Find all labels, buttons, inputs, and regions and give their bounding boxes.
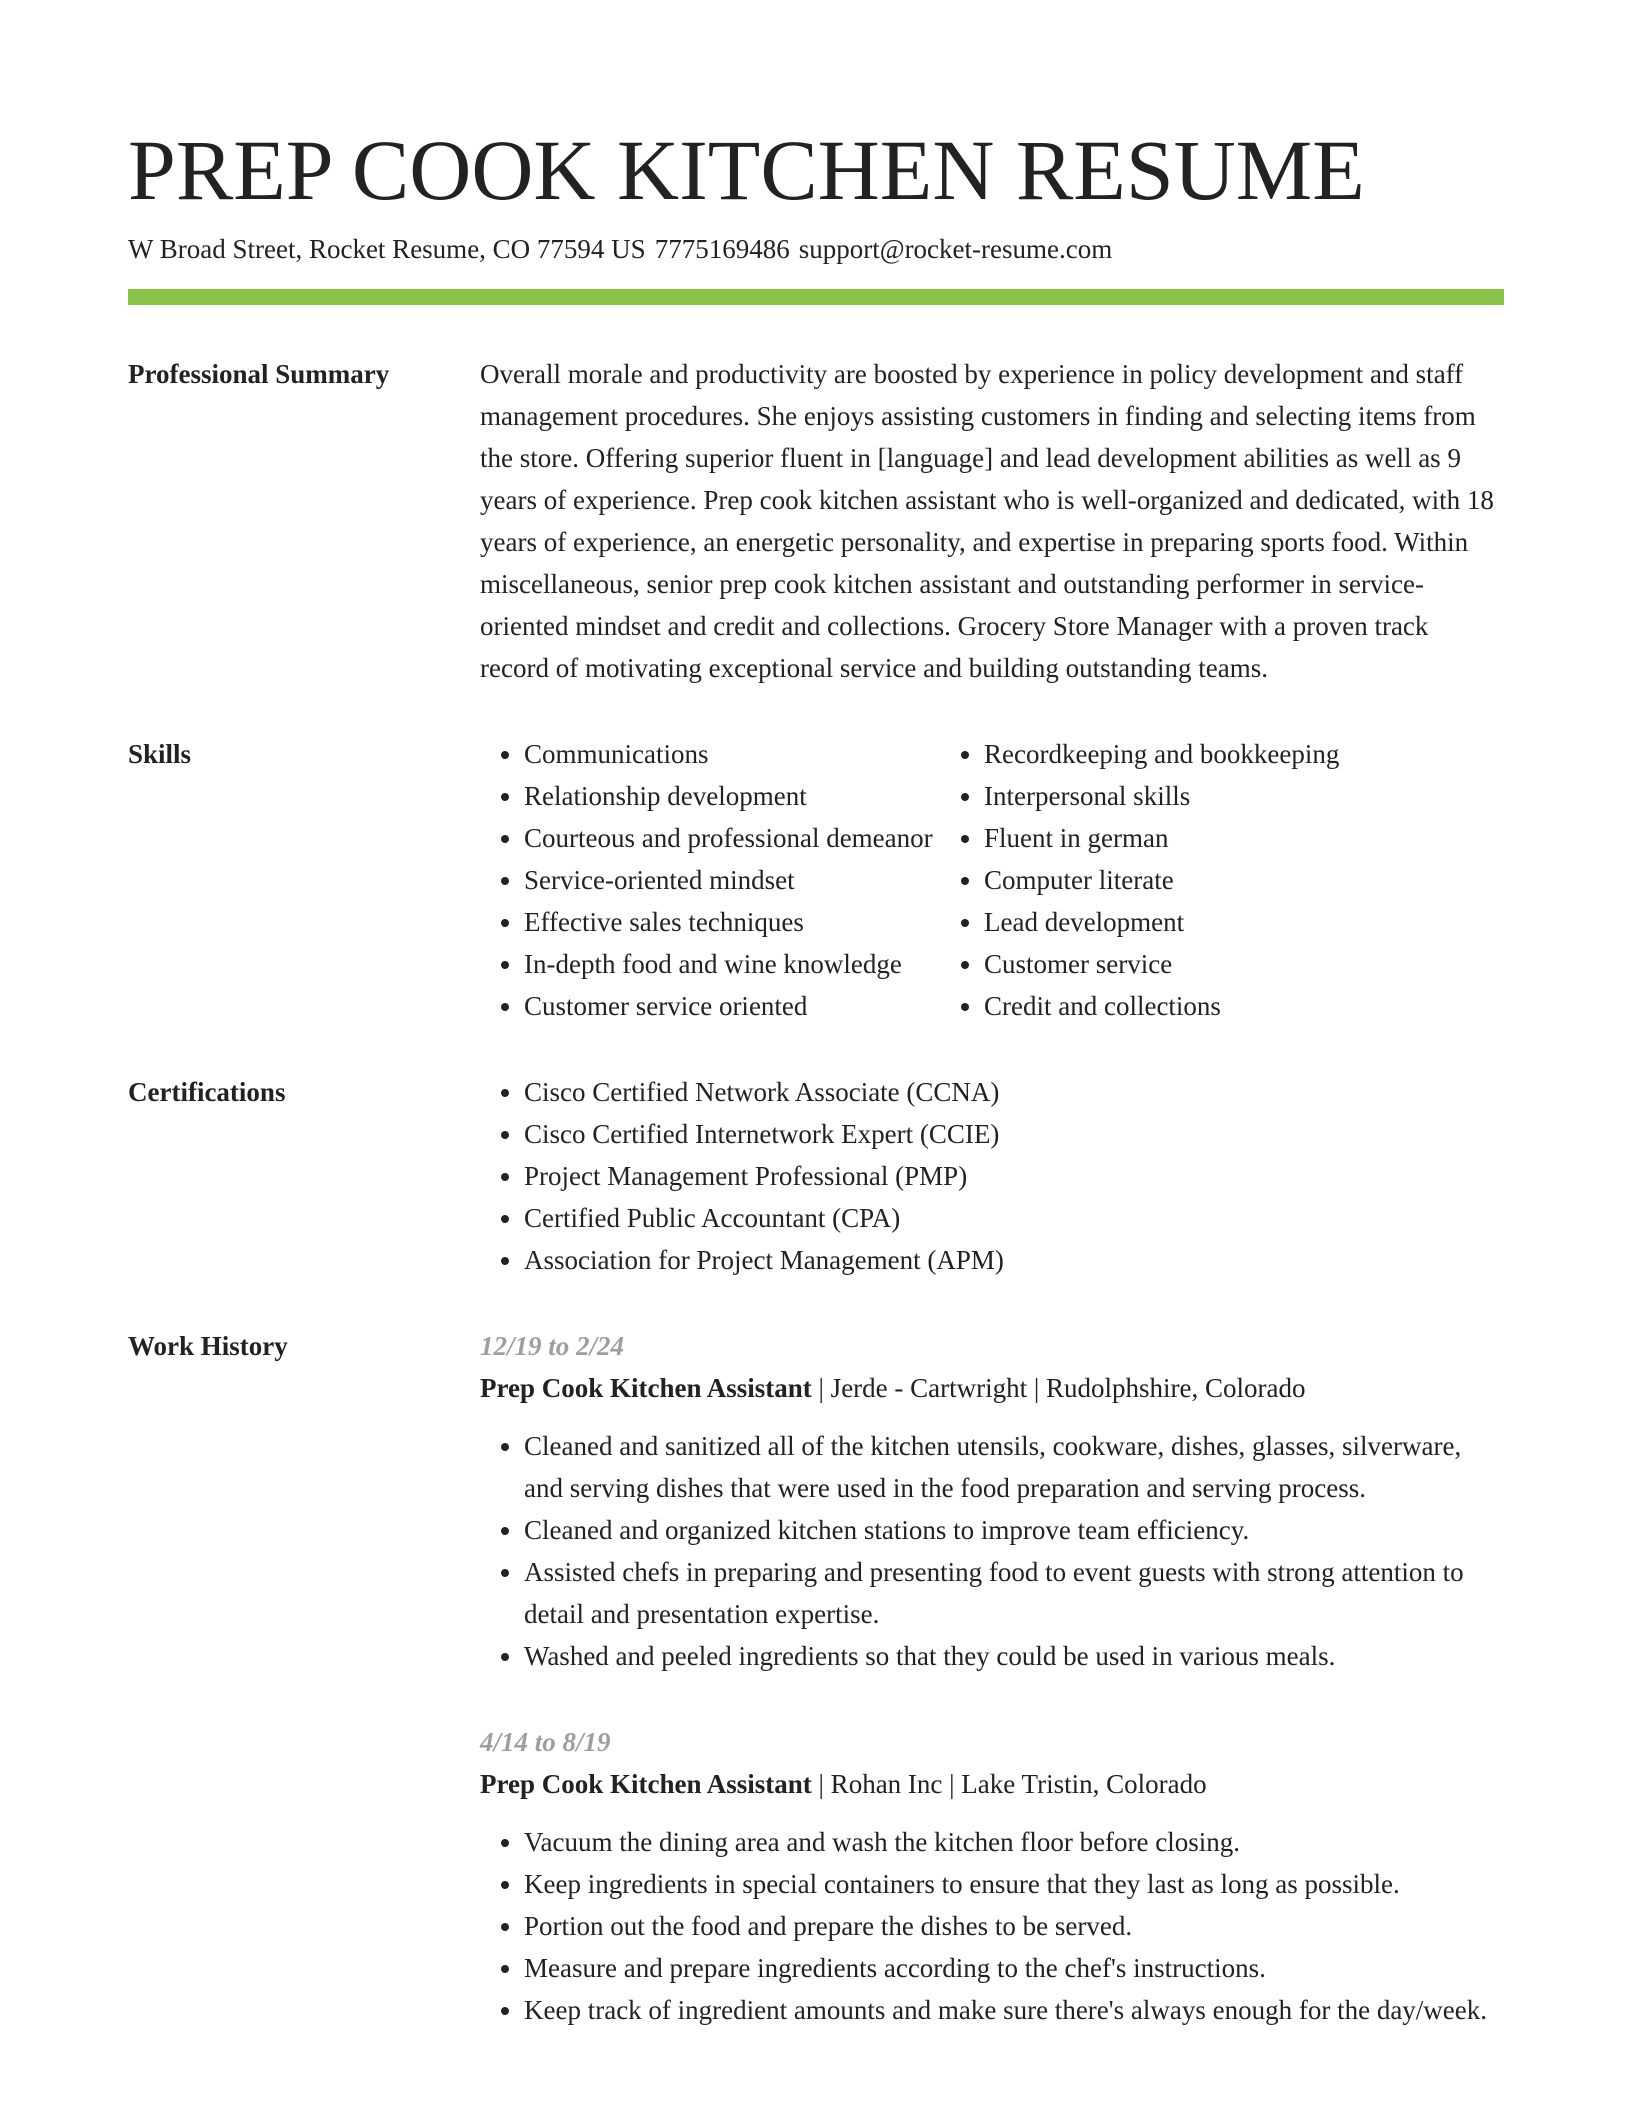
contact-address: W Broad Street, Rocket Resume, CO 77594 US: [128, 234, 646, 264]
skill-item: • Communications: [524, 733, 940, 775]
summary-text: Overall morale and productivity are boosted by experience in policy development and staff management procedures. She enjoys assisting customers in finding and selecting items from the store. Offering superior fluent in [language] and lead development abilities as well as 9 years of experience. Prep cook kitchen assistant who is well-organized and dedicated, with 18 years of experience, an energetic personality, and expertise in preparing sports food. Within miscellaneous, senior prep cook kitchen assistant and outstanding performer in service-oriented mindset and credit and collections. Grocery Store Manager with a proven track record of motivating exceptional service and building outstanding teams.: [480, 359, 1494, 683]
job-title: Prep Cook Kitchen Assistant: [480, 1373, 812, 1403]
job-bullets: [480, 1425, 1504, 1677]
work-history-section: [128, 1325, 1504, 2031]
skill-item: • Interpersonal skills: [984, 775, 1339, 817]
skills-section: [128, 733, 1504, 1027]
job-entry: [480, 1721, 1504, 2031]
skill-item: • Lead development: [984, 901, 1339, 943]
job-dates: 12/19 to 2/24: [480, 1331, 625, 1361]
skills-label: Skills: [128, 739, 192, 769]
skill-item: • Relationship development: [524, 775, 940, 817]
resume-title: PREP COOK KITCHEN RESUME: [128, 122, 1365, 218]
skills-list-right: [940, 733, 1339, 1027]
skill-item: • Credit and collections: [984, 985, 1339, 1027]
certifications-section: [128, 1071, 1504, 1281]
job-bullet: • Washed and peeled ingredients so that they could be used in various meals.: [524, 1635, 1504, 1677]
skill-item: • Recordkeeping and bookkeeping: [984, 733, 1339, 775]
resume-page: [128, 120, 1504, 2031]
job-bullet: • Assisted chefs in preparing and presenting food to event guests with strong attention to detail and presentation expertise.: [524, 1551, 1504, 1635]
contact-line: [128, 230, 1504, 268]
summary-section: [128, 353, 1504, 689]
certification-item: • Cisco Certified Internetwork Expert (CCIE): [524, 1113, 1504, 1155]
accent-divider: [128, 289, 1504, 305]
job-title: Prep Cook Kitchen Assistant: [480, 1769, 812, 1799]
contact-email: support@rocket-resume.com: [798, 234, 1113, 264]
job-title-line: [480, 1367, 1504, 1409]
job-entry: [480, 1325, 1504, 1677]
skill-item: • In-depth food and wine knowledge: [524, 943, 940, 985]
job-bullet: • Cleaned and sanitized all of the kitchen utensils, cookware, dishes, glasses, silverware, and serving dishes that were used in the food preparation and serving process.: [524, 1425, 1504, 1509]
job-bullet: • Cleaned and organized kitchen stations to improve team efficiency.: [524, 1509, 1504, 1551]
job-bullet: • Portion out the food and prepare the dishes to be served.: [524, 1905, 1504, 1947]
job-bullet: • Measure and prepare ingredients according to the chef's instructions.: [524, 1947, 1504, 1989]
certifications-label: Certifications: [128, 1077, 286, 1107]
job-bullet: • Keep track of ingredient amounts and make sure there's always enough for the day/week.: [524, 1989, 1504, 2031]
skill-item: • Fluent in german: [984, 817, 1339, 859]
job-bullet: • Keep ingredients in special containers to ensure that they last as long as possible.: [524, 1863, 1504, 1905]
work-history-label: Work History: [128, 1331, 288, 1361]
certification-item: • Certified Public Accountant (CPA): [524, 1197, 1504, 1239]
skill-item: • Courteous and professional demeanor: [524, 817, 940, 859]
summary-label: Professional Summary: [128, 359, 390, 389]
certification-item: • Project Management Professional (PMP): [524, 1155, 1504, 1197]
job-details: | Jerde - Cartwright | Rudolphshire, Colorado: [811, 1373, 1306, 1403]
skill-item: • Effective sales techniques: [524, 901, 940, 943]
job-bullets: [480, 1821, 1504, 2031]
certification-item: • Cisco Certified Network Associate (CCNA): [524, 1071, 1504, 1113]
contact-phone: 7775169486: [654, 234, 790, 264]
skill-item: • Customer service: [984, 943, 1339, 985]
certification-item: • Association for Project Management (APM): [524, 1239, 1504, 1281]
job-title-line: [480, 1763, 1504, 1805]
skill-item: • Computer literate: [984, 859, 1339, 901]
certifications-list: [480, 1071, 1504, 1281]
job-details: | Rohan Inc | Lake Tristin, Colorado: [811, 1769, 1207, 1799]
skills-list-left: [480, 733, 940, 1027]
job-bullet: • Vacuum the dining area and wash the kitchen floor before closing.: [524, 1821, 1504, 1863]
skill-item: • Customer service oriented: [524, 985, 940, 1027]
skill-item: • Service-oriented mindset: [524, 859, 940, 901]
job-dates: 4/14 to 8/19: [480, 1727, 611, 1757]
